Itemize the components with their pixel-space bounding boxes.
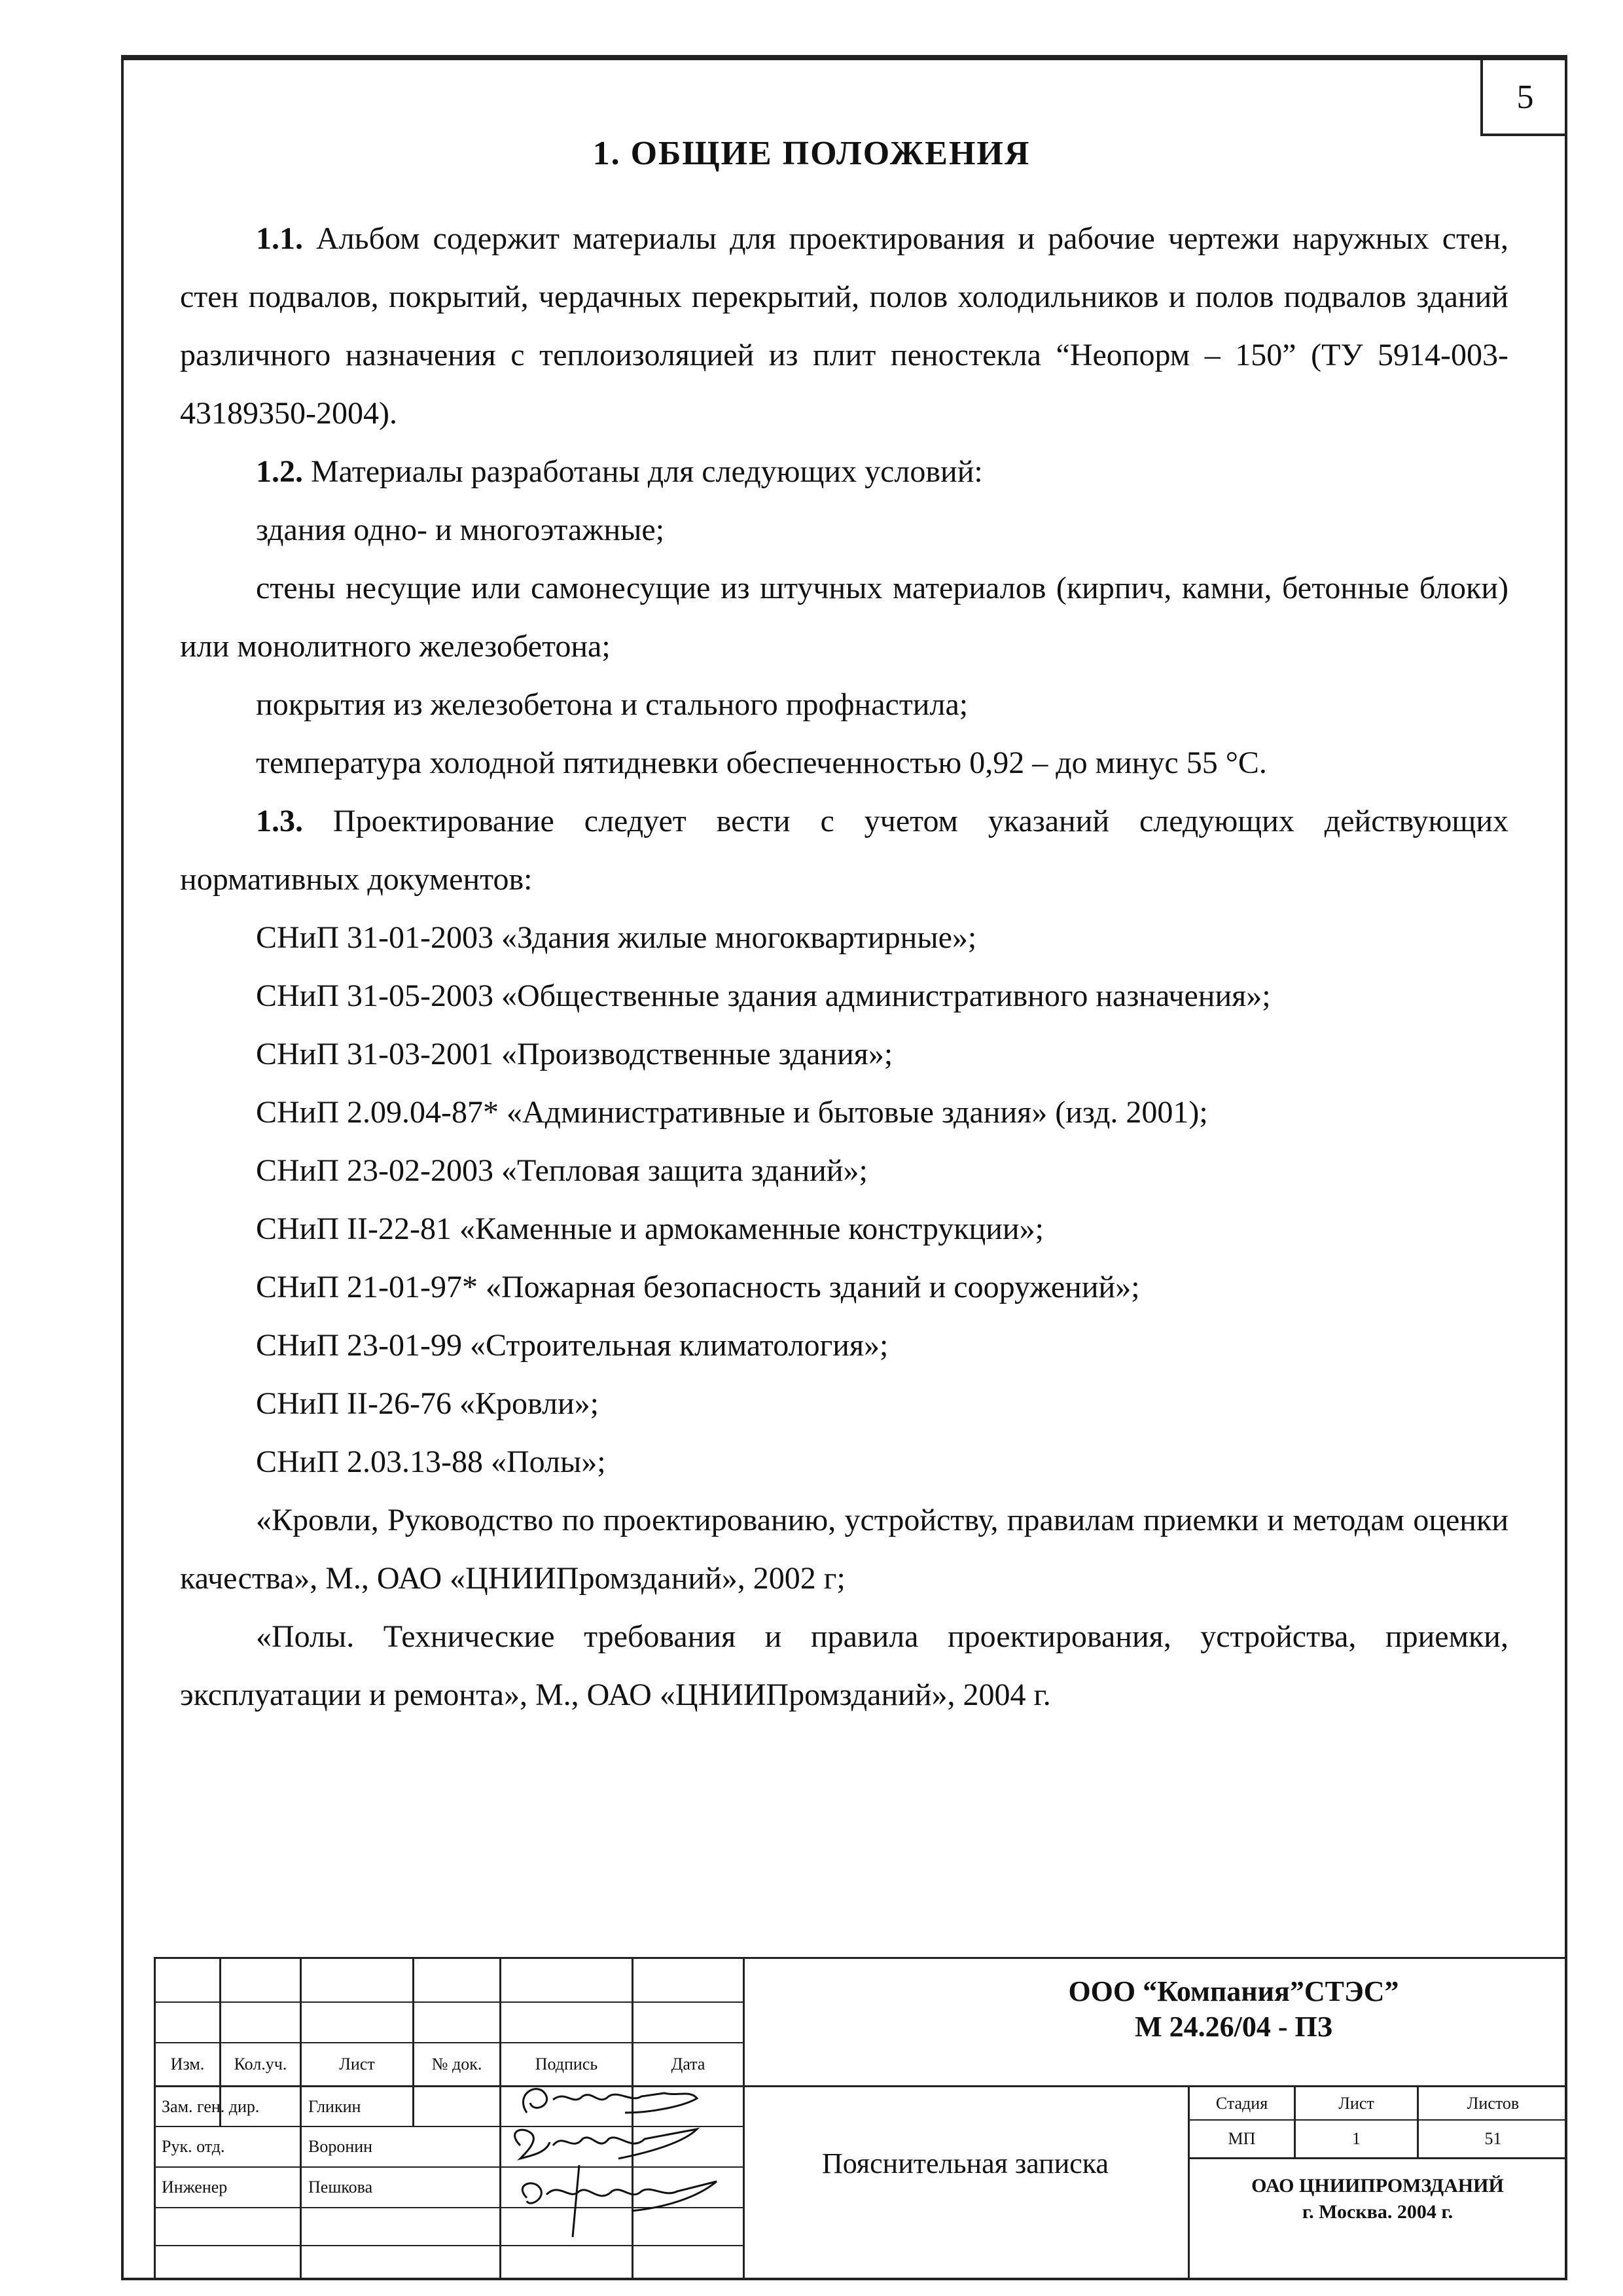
role-label: Зам. ген. дир. [162,2096,260,2116]
divider [743,1957,745,2280]
norm-item: СНиП II-26-76 «Кровли»; [256,1386,599,1421]
role-label: Рук. отд. [162,2137,225,2156]
col-header-sign: Подпись [535,2054,598,2073]
paragraph-1-1 [180,209,1508,442]
person-name: Гликин [308,2096,361,2116]
norm-item: СНиП 2.03.13-88 «Полы»; [256,1444,606,1479]
section-heading: 1. ОБЩИЕ ПОЛОЖЕНИЯ [592,135,1031,172]
divider [154,1957,156,2280]
document-code: М 24.26/04 - ПЗ [1135,2011,1332,2043]
col-header-kol: Кол.уч. [234,2054,287,2073]
sheet-value: 1 [1352,2129,1361,2148]
norm-item: СНиП 23-02-2003 «Тепловая защита зданий»; [256,1153,868,1188]
list-item: температура холодной пятидневки обеспеченностью 0,92 – до минус 55 °С. [256,745,1267,780]
col-header-doc: № док. [431,2054,482,2073]
list-item: здания одно- и многоэтажные; [256,512,665,547]
body-text [180,209,1508,1724]
norm-item: СНиП 23-01-99 «Строительная климатология»; [256,1328,889,1363]
document-name: Пояснительная записка [821,2147,1109,2179]
paragraph-1-3 [180,792,1508,908]
divider [154,1957,1567,1959]
sheets-header: Листов [1467,2093,1520,2113]
person-name: Воронин [308,2137,373,2156]
norm-item: СНиП 31-05-2003 «Общественные здания административного назначения»; [256,978,1271,1013]
signatures-image [501,2067,736,2237]
paragraph-text: Материалы разработаны для следующих условий: [303,454,983,489]
divider [300,1957,302,2280]
paragraph-text: Проектирование следует вести с учетом указаний следующих действующих нормативных документов: [180,804,1508,897]
paragraph-text: Альбом содержит материалы для проектирования и рабочие чертежи наружных стен, стен подвалов, покрытий, чердачных перекрытий, полов холодильников и полов подвалов зданий различного назначения с теплоизоляцией из плит пеностекла “Неопорм – 150” (ТУ 5914-003-43189350-2004). [180,221,1508,431]
norm-item: «Кровли, Руководство по проектированию, устройству, правилам приемки и методам оценки качества», М., ОАО «ЦНИИПромзданий», 2002 г; [180,1503,1508,1596]
organization-city-year: г. Москва. 2004 г. [1302,2201,1454,2223]
norm-item: «Полы. Технические требования и правила проектирования, устройства, приемки, эксплуатации и ремонта», М., ОАО «ЦНИИПромзданий», 2004 г. [180,1619,1508,1712]
list-item: покрытия из железобетона и стального профнастила; [256,687,969,722]
norm-item: СНиП 31-01-2003 «Здания жилые многоквартирные»; [256,920,977,955]
organization-name: ОАО ЦНИИПРОМЗДАНИЙ [1251,2175,1504,2197]
title-block [154,1957,1567,2280]
norm-item: СНиП 31-03-2001 «Производственные здания»; [256,1037,893,1071]
page-number: 5 [1480,60,1567,136]
norm-item: СНиП 2.09.04-87* «Административные и бытовые здания» (изд. 2001); [256,1095,1208,1130]
col-header-list: Лист [339,2054,375,2073]
col-header-izm: Изм. [170,2054,205,2073]
role-label: Инженер [162,2178,228,2197]
stage-value: МП [1228,2129,1256,2148]
list-item: стены несущие или самонесущие из штучных материалов (кирпич, камни, бетонные блоки) или монолитного железобетона; [180,571,1508,664]
title-block-header [900,1974,1567,2045]
paragraph-number: 1.3. [256,804,303,838]
col-header-date: Дата [671,2054,705,2073]
norm-item: СНиП 21-01-97* «Пожарная безопасность зданий и сооружений»; [256,1270,1140,1304]
sheets-value: 51 [1484,2129,1502,2148]
paragraph-number: 1.1. [256,221,303,256]
divider [154,2245,743,2246]
norm-item: СНиП II-22-81 «Каменные и армокаменные конструкции»; [256,1211,1044,1246]
company-name: ООО “Компания”СТЭС” [1068,1975,1399,2007]
sheet-header: Лист [1338,2093,1374,2113]
stage-header: Стадия [1215,2093,1268,2113]
paragraph-1-2 [180,442,1508,501]
person-name: Пешкова [308,2178,373,2197]
paragraph-number: 1.2. [256,454,303,489]
divider [154,2001,743,2003]
divider [1188,2157,1567,2159]
organization [1188,2173,1567,2225]
